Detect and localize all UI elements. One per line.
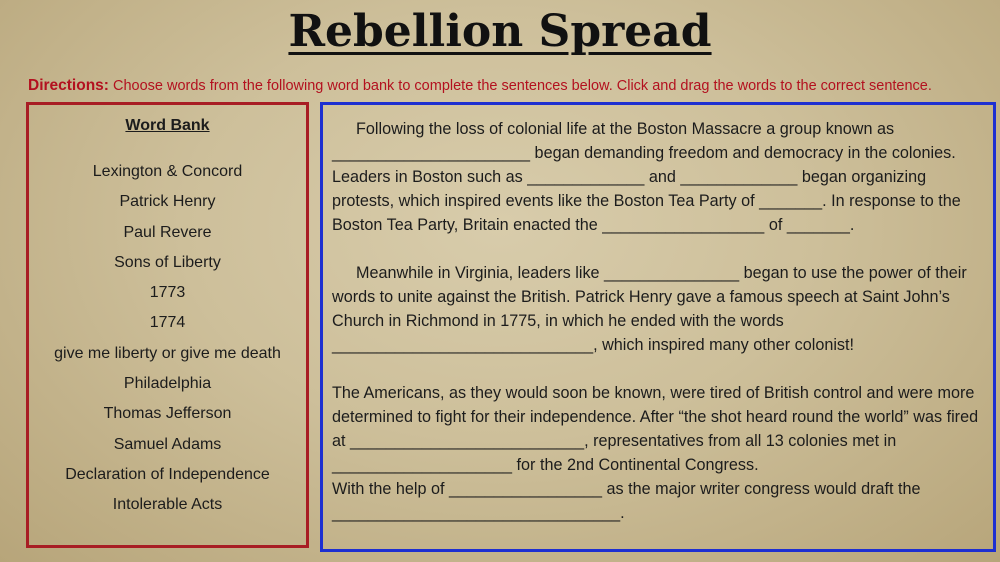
directions-text: Choose words from the following word bank to complete the sentences below. Click and drag the words to the correct sentence. [108, 78, 932, 94]
word-lexington-concord[interactable]: Lexington & Concord [92, 163, 243, 180]
text: Meanwhile in Virginia, leaders like [356, 264, 605, 282]
page-title: Rebellion Spread [288, 6, 712, 57]
word-bank-list [29, 157, 306, 521]
text: of [764, 216, 787, 234]
drop-blank-2[interactable]: _____________ [527, 168, 645, 186]
text: , which inspired many other colonist! [593, 336, 855, 354]
word-patrick-henry[interactable]: Patrick Henry [119, 193, 216, 211]
text: began demanding freedom and democracy in the colonies. Leaders in Boston such as [332, 144, 956, 186]
paragraph-3 [332, 381, 983, 477]
paragraph-2 [332, 261, 983, 357]
text: began to use the power of their words to unite against the British. Patrick Henry gave a famous speech at Saint John’s Church in Richmond in 1775, in which he ended with the words [332, 264, 967, 330]
word-1773[interactable]: 1773 [149, 284, 186, 302]
drop-blank-1[interactable]: ______________________ [332, 144, 531, 162]
text: , representatives from all 13 colonies met in [584, 432, 897, 450]
word-intolerable-acts[interactable]: Intolerable Acts [112, 496, 223, 514]
word-thomas-jefferson[interactable]: Thomas Jefferson [103, 405, 232, 423]
word-sons-of-liberty[interactable]: Sons of Liberty [114, 253, 221, 271]
word-samuel-adams[interactable]: Samuel Adams [113, 435, 222, 453]
directions-label: Directions: [28, 77, 109, 94]
word-paul-revere[interactable]: Paul Revere [123, 223, 212, 241]
text: as the major writer congress would draft the [602, 480, 921, 498]
word-philadelphia[interactable]: Philadelphia [123, 375, 212, 393]
drop-blank-12[interactable]: ________________________________ [332, 504, 621, 522]
drop-blank-8[interactable]: _____________________________ [332, 336, 594, 354]
text: The Americans, as they would soon be known, were tired of British control and were more determined to fight for their independence. After “the shot heard round the world” was fired at [332, 384, 979, 450]
text: began organizing protests, which inspired events like the Boston Tea Party of [332, 168, 927, 210]
passage-panel [320, 102, 996, 552]
word-bank-panel [26, 102, 309, 548]
drop-blank-5[interactable]: __________________ [602, 216, 765, 234]
text: Following the loss of colonial life at the Boston Massacre a group known as [356, 120, 895, 138]
paragraph-4 [332, 477, 983, 525]
word-declaration-of-independence[interactable]: Declaration of Independence [65, 465, 270, 483]
drop-blank-4[interactable]: _______ [759, 192, 823, 210]
directions [28, 77, 993, 95]
word-1774[interactable]: 1774 [149, 314, 186, 332]
text: for the 2nd Continental Congress. [512, 456, 759, 474]
drop-blank-10[interactable]: ____________________ [332, 456, 513, 474]
text: . In response to the Boston Tea Party, Britain enacted the [332, 192, 961, 234]
drop-blank-11[interactable]: _________________ [448, 480, 603, 498]
text: . [849, 216, 855, 234]
text: . [620, 504, 625, 522]
paragraph-1 [332, 117, 983, 237]
drop-blank-7[interactable]: _______________ [604, 264, 740, 282]
text: With the help of [332, 480, 449, 498]
word-liberty-or-death[interactable]: give me liberty or give me death [54, 344, 281, 362]
drop-blank-9[interactable]: __________________________ [350, 432, 585, 450]
drop-blank-3[interactable]: _____________ [680, 168, 798, 186]
drop-blank-6[interactable]: _______ [786, 216, 850, 234]
text: and [644, 168, 681, 186]
word-bank-title: Word Bank [125, 117, 210, 134]
